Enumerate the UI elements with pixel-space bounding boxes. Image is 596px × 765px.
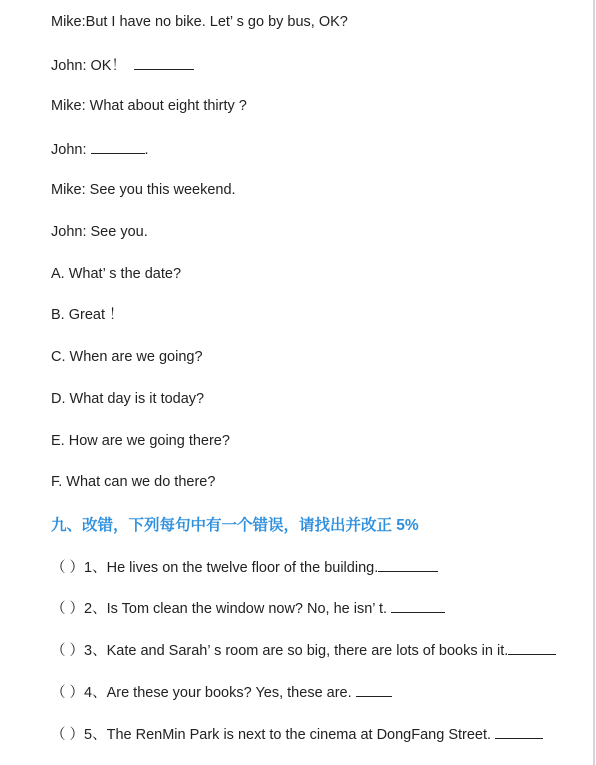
option-d: D. What day is it today? (51, 391, 205, 407)
dialogue-line-3: Mike: What about eight thirty ? (51, 98, 247, 114)
dialogue-line-4: John: . (51, 139, 149, 159)
question-3: （ ）3、Kate and Sarah’ s room are so big, there are lots of books in it. (51, 640, 556, 660)
dialogue-line-1: Mike:But I have no bike. Let’ s go by bus, OK? (51, 14, 348, 30)
page-edge-divider (593, 0, 595, 765)
answer-blank[interactable] (134, 55, 194, 70)
question-2: （ ）2、Is Tom clean the window now? No, he isn’ t. (51, 598, 445, 618)
answer-blank[interactable] (391, 598, 445, 613)
option-a: A. What’ s the date? (51, 266, 182, 282)
option-c: C. When are we going? (51, 349, 203, 365)
question-4: （ ）4、Are these your books? Yes, these are. (51, 682, 392, 702)
dialogue-line-6: John: See you. (51, 224, 148, 240)
dialogue-line-5: Mike: See you this weekend. (51, 182, 236, 198)
option-f: F. What can we do there? (51, 474, 216, 490)
answer-blank[interactable] (356, 682, 392, 697)
answer-blank[interactable] (91, 139, 145, 154)
section-heading: 九、改错，下列每句中有一个错误，请找出并改正 5% (51, 517, 419, 534)
dialogue-line-2: John: OK！ (51, 55, 194, 75)
answer-blank[interactable] (378, 557, 438, 572)
answer-blank[interactable] (495, 724, 543, 739)
option-e: E. How are we going there? (51, 433, 230, 449)
answer-blank[interactable] (508, 640, 556, 655)
question-5: （ ）5、The RenMin Park is next to the cinema at DongFang Street. (51, 724, 543, 744)
option-b: B. Great ！ (51, 307, 124, 323)
question-1: （ ）1、He lives on the twelve floor of the building. (51, 557, 438, 577)
